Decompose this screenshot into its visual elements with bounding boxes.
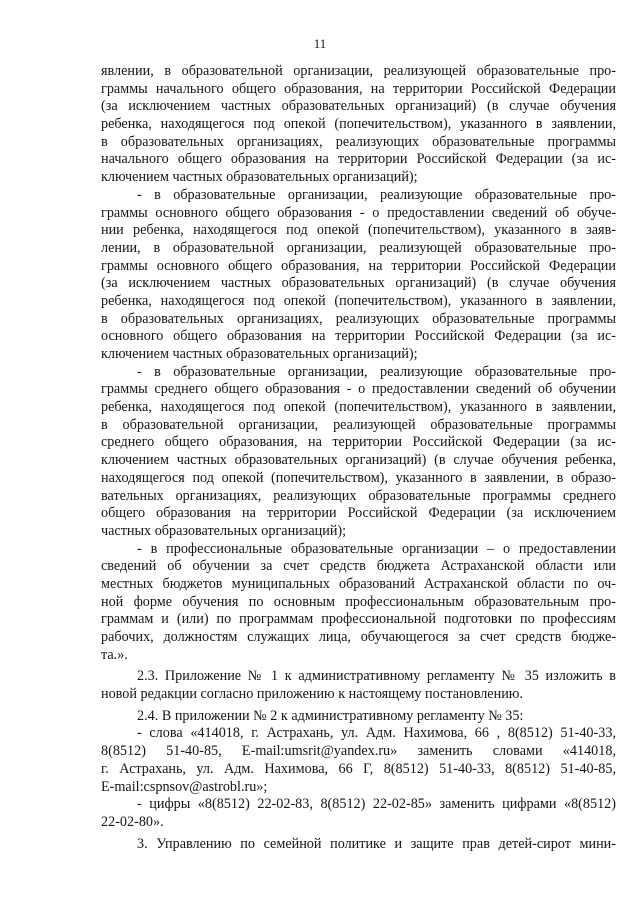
list-item-first-line: - в образовательные организации, реализующие образовательные про-: [137, 363, 616, 380]
text-line: та.».: [101, 646, 128, 663]
clause-2-3-first-line: 2.3. Приложение № 1 к административному регламенту № 35 изложить в: [137, 668, 616, 685]
text-line: граммы среднего общего образования - о предоставлении сведений об обучении: [101, 381, 616, 398]
text-line: граммы основного общего образования, на территории Российской Федерации: [101, 257, 616, 274]
text-line: явлении, в образовательной организации, реализующей образовательные про-: [101, 63, 616, 79]
text-line: лении, в образовательной организации, реализующей образовательные про-: [101, 239, 616, 256]
text-line: местных бюджетов муниципальных образований Астраханской области по оч-: [101, 575, 616, 592]
list-item-first-line: - слова «414018, г. Астрахань, ул. Адм. Нахимова, 66 , 8(8512) 51-40-33,: [137, 725, 616, 742]
text-line: в образовательных организациях, реализующих образовательные программы: [101, 310, 616, 327]
text-line: в образовательных организациях, реализующих образовательные программы: [101, 133, 616, 150]
text-line: в образовательной организации, реализующей образовательные программы: [101, 416, 616, 433]
text-line: граммам и (или) по программам профессиональной подготовки по профессиям: [101, 611, 616, 628]
text-line: основного общего образования на территории Российской Федерации (за ис-: [101, 328, 616, 345]
document-body: [101, 63, 616, 853]
clause-3-first-line: 3. Управлению по семейной политике и защите прав детей-сирот мини-: [137, 835, 616, 852]
text-line: ребенка, находящегося под опекой (попечительством), указанного в заявлении,: [101, 292, 616, 309]
text-line: ребенка, находящегося под опекой (попечительством), указанного в заявлении,: [101, 116, 616, 133]
text-line: г. Астрахань, ул. Адм. Нахимова, 66 Г, 8(8512) 51-40-33, 8(8512) 51-40-85,: [101, 760, 616, 777]
list-item-first-line: - в профессиональные образовательные организации – о предоставлении: [137, 540, 616, 557]
text-line: начального общего образования на территории Российской Федерации (за ис-: [101, 151, 616, 168]
text-line: находящегося под опекой (попечительством), указанного в заявлении, в образо-: [101, 469, 616, 486]
text-line: общего образования на территории Российской Федерации (за исключением: [101, 505, 616, 522]
text-line: среднего общего образования, на территории Российской Федерации (за ис-: [101, 434, 616, 451]
text-line: нии ребенка, находящегося под опекой (попечительством), указанного в заяв-: [101, 222, 616, 239]
text-line: ключением частных образовательных организаций);: [101, 169, 418, 186]
text-line: (за исключением частных образовательных организаций) (в случае обучения: [101, 98, 616, 115]
text-line: рабочих, должностям служащих лица, обучающегося за счет средств бюдже-: [101, 629, 616, 645]
text-line: сведений об обучении за счет средств бюджета Астраханской области или: [101, 558, 616, 575]
page-number: 11: [313, 36, 327, 51]
list-item-first-line: - цифры «8(8512) 22-02-83, 8(8512) 22-02-85» заменить цифрами «8(8512): [137, 796, 616, 813]
text-line: ребенка, находящегося под опекой (попечительством), указанного в заявлении,: [101, 399, 616, 416]
text-line: ключением частных образовательных организаций);: [101, 346, 418, 362]
text-line: граммы основного общего образования - о предоставлении сведений об обуче-: [101, 204, 616, 221]
text-line: вательных организациях, реализующих образовательные программы среднего: [101, 487, 616, 504]
text-line: 22-02-80».: [101, 813, 164, 830]
text-line: ключением частных образовательных организаций) (в случае обучения ребенка,: [101, 452, 616, 469]
text-line: E-mail:cspnsov@astrobl.ru»;: [101, 778, 268, 795]
text-line: 8(8512) 51-40-85, E-mail:umsrit@yandex.ru» заменить словами «414018,: [101, 743, 616, 760]
text-line: частных образовательных организаций);: [101, 522, 347, 539]
text-line: граммы начального общего образования, на территории Российской Федерации: [101, 80, 616, 97]
clause-2-4-heading: 2.4. В приложении № 2 к административному регламенту № 35:: [137, 707, 524, 724]
text-line: новой редакции согласно приложению к настоящему постановлению.: [101, 686, 523, 703]
text-line: ной форме обучения по основным профессиональным образовательным про-: [101, 593, 616, 610]
text-line: (за исключением частных образовательных организаций) (в случае обучения: [101, 275, 616, 292]
list-item-first-line: - в образовательные организации, реализующие образовательные про-: [137, 186, 616, 203]
